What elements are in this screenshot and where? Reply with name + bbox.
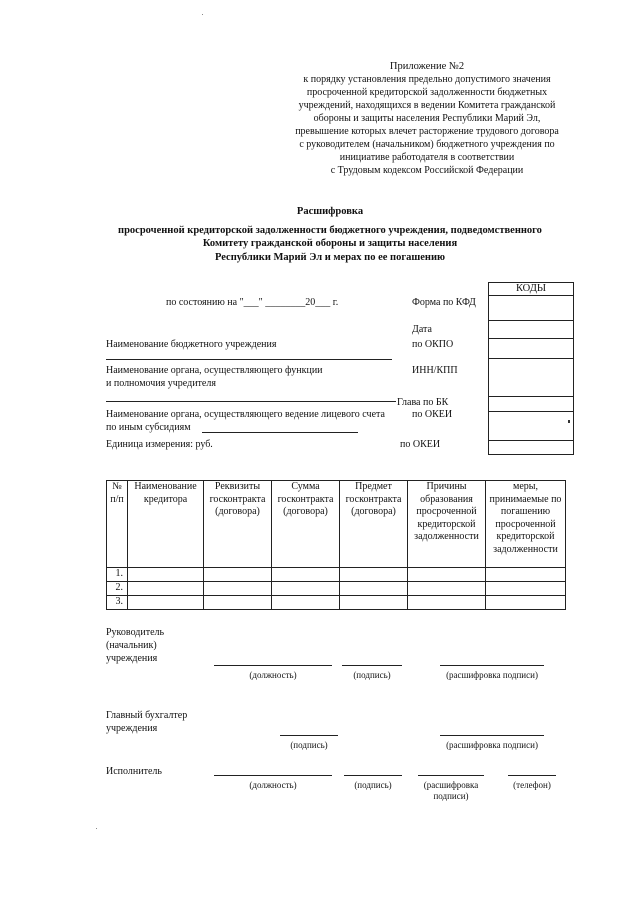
account-body-line[interactable] <box>202 432 358 433</box>
account-body-label: Наименование органа, осуществляющего ведение лицевого счета <box>106 409 385 420</box>
title-line: просроченной кредиторской задолженности бюджетного учреждения, подведомственного <box>118 224 542 236</box>
decode-caption: (расшифровка подписи) <box>423 780 479 801</box>
table-row <box>107 596 566 610</box>
chapter-bk-label: Глава по БК <box>397 397 449 408</box>
account-body-label: по иным субсидиям <box>106 422 191 433</box>
position-caption: (должность) <box>249 780 297 790</box>
institution-name-line[interactable] <box>106 359 392 360</box>
head-label: Руководитель <box>106 627 165 638</box>
col-header-reasons: Причины образования просроченной кредиторской задолженности <box>408 481 486 568</box>
code-cell-okei-2[interactable] <box>489 441 573 454</box>
code-cell-bk[interactable] <box>489 397 573 412</box>
table-cell[interactable] <box>408 582 486 596</box>
creditor-table <box>106 480 566 610</box>
row-number: 3. <box>107 596 128 610</box>
col-header-contract-subject: Предмет госконтракта (договора) <box>340 481 408 568</box>
row-number: 1. <box>107 568 128 582</box>
appendix-line: к порядку установления предельно допустимого значения <box>303 74 551 85</box>
table-cell[interactable] <box>272 568 340 582</box>
okpo-label: по ОКПО <box>412 339 454 350</box>
appendix-line: просроченной кредиторской задолженности бюджетных <box>306 87 548 98</box>
title-line: Республики Марий Эл и мерах по ее погашению <box>214 251 446 263</box>
table-cell[interactable] <box>128 568 204 582</box>
executor-position-line[interactable] <box>214 775 332 776</box>
scan-speck <box>568 420 570 423</box>
table-cell[interactable] <box>486 596 566 610</box>
okei-label: по ОКЕИ <box>400 439 441 450</box>
executor-decode-line[interactable] <box>418 775 484 776</box>
head-signature-line[interactable] <box>342 665 402 666</box>
codes-header: КОДЫ <box>489 283 573 296</box>
accountant-label: Главный бухгалтер <box>106 710 188 721</box>
accountant-decode-line[interactable] <box>440 735 544 736</box>
appendix-line: обороны и защиты населения Республики Марий Эл, <box>313 113 541 124</box>
appendix-line: с руководителем (начальником) бюджетного учреждения по <box>299 139 555 150</box>
col-header-contract-amount: Сумма госконтракта (договора) <box>272 481 340 568</box>
appendix-line: учреждений, находящихся в ведении Комитета гражданской <box>298 100 556 111</box>
title-line: Расшифровка <box>296 206 364 217</box>
col-header-creditor: Наименование кредитора <box>128 481 204 568</box>
signature-caption: (подпись) <box>290 740 328 750</box>
col-header-measures: меры, принимаемые по погашению просроченной кредиторской задолженности <box>486 481 566 568</box>
report-date-line: по состоянию на "___" ________20___ г. <box>166 297 339 308</box>
unit-label: Единица измерения: руб. <box>106 439 213 450</box>
phone-caption: (телефон) <box>513 780 551 790</box>
table-header-row <box>107 481 566 568</box>
appendix-line: превышение которых влечет расторжение трудового договора <box>295 126 559 137</box>
founder-label: и полномочия учредителя <box>106 378 216 389</box>
decode-caption: (расшифровка подписи) <box>446 670 538 680</box>
code-cell-date[interactable] <box>489 321 573 339</box>
table-cell[interactable] <box>204 568 272 582</box>
head-position-line[interactable] <box>214 665 332 666</box>
founder-line[interactable] <box>106 401 396 402</box>
table-cell[interactable] <box>408 596 486 610</box>
table-cell[interactable] <box>408 568 486 582</box>
form-kfd-label: Форма по КФД <box>412 297 476 308</box>
code-cell-kfd[interactable] <box>489 296 573 321</box>
table-cell[interactable] <box>272 596 340 610</box>
head-label: учреждения <box>106 653 158 664</box>
date-label: Дата <box>412 324 432 335</box>
okei-label: по ОКЕИ <box>412 409 453 420</box>
code-cell-okei-1[interactable] <box>489 412 573 441</box>
head-label: (начальник) <box>106 640 157 651</box>
accountant-label: учреждения <box>106 723 158 734</box>
position-caption: (должность) <box>249 670 297 680</box>
table-cell[interactable] <box>204 582 272 596</box>
appendix-heading: Приложение №2 <box>389 61 465 72</box>
table-cell[interactable] <box>486 568 566 582</box>
code-cell-okpo[interactable] <box>489 339 573 359</box>
founder-label: Наименование органа, осуществляющего функции <box>106 365 323 376</box>
inn-kpp-label: ИНН/КПП <box>412 365 458 376</box>
appendix-line: с Трудовым кодексом Российской Федерации <box>330 165 524 176</box>
table-cell[interactable] <box>340 568 408 582</box>
table-cell[interactable] <box>340 582 408 596</box>
table-row <box>107 582 566 596</box>
decode-caption: (расшифровка подписи) <box>446 740 538 750</box>
document-title <box>90 205 570 264</box>
appendix-note <box>262 60 592 177</box>
accountant-signature-line[interactable] <box>280 735 338 736</box>
executor-label: Исполнитель <box>106 766 162 777</box>
code-cell-inn[interactable] <box>489 359 573 397</box>
institution-name-label: Наименование бюджетного учреждения <box>106 339 277 350</box>
signature-caption: (подпись) <box>353 670 391 680</box>
scan-speck <box>96 828 97 829</box>
col-header-number: № п/п <box>107 481 128 568</box>
table-row <box>107 568 566 582</box>
signature-caption: (подпись) <box>354 780 392 790</box>
col-header-contract-details: Реквизиты госконтракта (договора) <box>204 481 272 568</box>
executor-signature-line[interactable] <box>344 775 402 776</box>
executor-phone-line[interactable] <box>508 775 556 776</box>
codes-box <box>488 282 574 455</box>
table-cell[interactable] <box>340 596 408 610</box>
table-cell[interactable] <box>128 582 204 596</box>
appendix-line: инициативе работодателя в соответствии <box>339 152 515 163</box>
row-number: 2. <box>107 582 128 596</box>
table-cell[interactable] <box>204 596 272 610</box>
table-cell[interactable] <box>128 596 204 610</box>
head-decode-line[interactable] <box>440 665 544 666</box>
scan-speck <box>202 14 203 15</box>
table-cell[interactable] <box>486 582 566 596</box>
table-cell[interactable] <box>272 582 340 596</box>
title-line: Комитету гражданской обороны и защиты населения <box>202 238 458 249</box>
